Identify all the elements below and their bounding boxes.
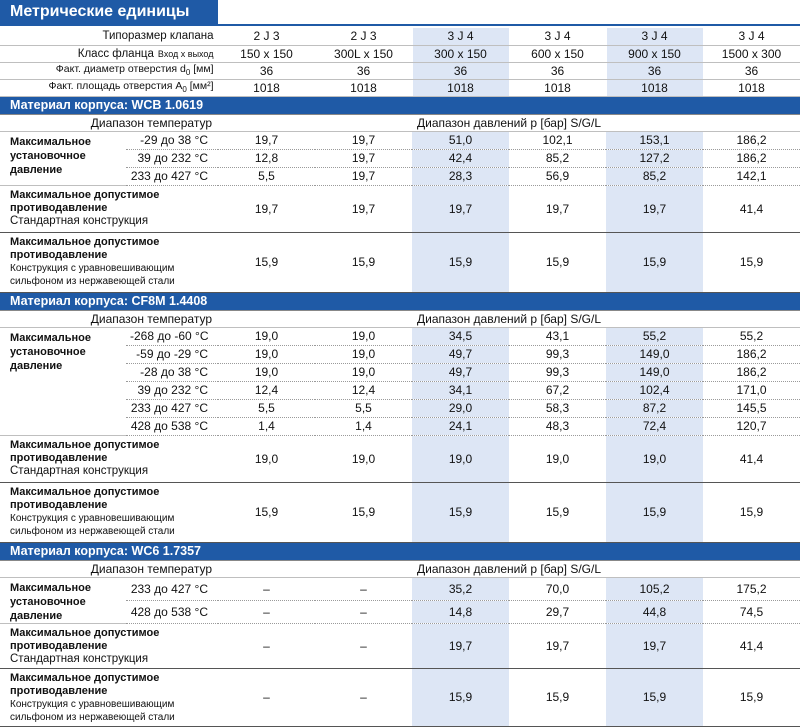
value-cell: 41,4: [703, 623, 800, 668]
header-label-unit: [мм²]: [186, 80, 214, 93]
value-cell: 120,7: [703, 417, 800, 435]
backpressure-bellows-label: [0, 668, 218, 726]
temperature-range: 233 до 427 °C: [126, 399, 218, 417]
value-cell: 36: [703, 62, 800, 79]
value-cell: 72,4: [606, 417, 703, 435]
backpressure-bellows-label: [0, 482, 218, 542]
value-cell: 15,9: [703, 482, 800, 542]
value-cell: 171,0: [703, 381, 800, 399]
temperature-range: -268 до -60 °C: [126, 327, 218, 345]
temp-range-label: Диапазон температур: [0, 114, 218, 131]
value-cell: 12,4: [218, 381, 315, 399]
specs-table-body: [0, 28, 800, 726]
section-title: Материал корпуса: CF8M 1.4408: [0, 292, 800, 310]
title-underline: [0, 24, 800, 26]
header-label: [0, 45, 218, 62]
value-cell: 74,5: [703, 600, 800, 623]
value-cell: 19,0: [315, 327, 412, 345]
value-cell: 300L x 150: [315, 45, 412, 62]
value-cell: 3 J 4: [606, 28, 703, 45]
header-label: Типоразмер клапана: [0, 28, 218, 45]
header-row: [0, 45, 800, 62]
temperature-range: -28 до 38 °C: [126, 363, 218, 381]
value-cell: –: [315, 623, 412, 668]
value-cell: 1500 x 300: [703, 45, 800, 62]
page-title: Метрические единицы: [0, 0, 218, 24]
value-cell: 19,0: [315, 363, 412, 381]
value-cell: 19,7: [315, 131, 412, 149]
value-cell: 36: [218, 62, 315, 79]
value-cell: 105,2: [606, 577, 703, 600]
value-cell: 5,5: [315, 399, 412, 417]
value-cell: 19,0: [218, 345, 315, 363]
backpressure-standard-label: [0, 435, 218, 482]
value-cell: 1,4: [315, 417, 412, 435]
header-label-main: Факт. диаметр отверстия d: [55, 63, 186, 76]
section-header-row: [0, 292, 800, 310]
value-cell: 15,9: [606, 668, 703, 726]
value-cell: 1018: [509, 79, 606, 96]
value-cell: 19,7: [606, 185, 703, 232]
value-cell: 19,7: [509, 623, 606, 668]
value-cell: 35,2: [412, 577, 509, 600]
value-cell: 29,7: [509, 600, 606, 623]
pressure-row: [0, 327, 800, 345]
value-cell: 55,2: [606, 327, 703, 345]
value-cell: 3 J 4: [509, 28, 606, 45]
value-cell: 15,9: [509, 482, 606, 542]
value-cell: 1018: [315, 79, 412, 96]
value-cell: 3 J 4: [412, 28, 509, 45]
value-cell: 19,0: [606, 435, 703, 482]
backpressure-bellows-row: [0, 668, 800, 726]
pressure-row: [0, 131, 800, 149]
pressure-row: [0, 577, 800, 600]
backpressure-bellows-label: [0, 232, 218, 292]
pressure-range-label: Диапазон давлений p [бар] S/G/L: [218, 560, 800, 577]
pressure-range-label: Диапазон давлений p [бар] S/G/L: [218, 310, 800, 327]
value-cell: 2 J 3: [315, 28, 412, 45]
value-cell: –: [315, 577, 412, 600]
temp-range-label: Диапазон температур: [0, 310, 218, 327]
value-cell: 42,4: [412, 149, 509, 167]
value-cell: 15,9: [218, 232, 315, 292]
backpressure-standard-row: [0, 185, 800, 232]
value-cell: 1018: [218, 79, 315, 96]
value-cell: 19,7: [509, 185, 606, 232]
value-cell: 44,8: [606, 600, 703, 623]
section-title: Материал корпуса: WCB 1.0619: [0, 96, 800, 114]
backpressure-standard-label: [0, 185, 218, 232]
value-cell: 900 x 150: [606, 45, 703, 62]
header-row: [0, 79, 800, 96]
range-header-row: [0, 114, 800, 131]
value-cell: 19,7: [412, 185, 509, 232]
backpressure-label-bold: Максимальное допустимое противодавление: [10, 235, 160, 261]
header-label-main: Факт. площадь отверстия A: [48, 80, 183, 93]
value-cell: 87,2: [606, 399, 703, 417]
value-cell: 19,7: [315, 149, 412, 167]
temperature-range: 428 до 538 °C: [126, 417, 218, 435]
value-cell: 149,0: [606, 345, 703, 363]
value-cell: 5,5: [218, 167, 315, 185]
value-cell: 186,2: [703, 131, 800, 149]
value-cell: 24,1: [412, 417, 509, 435]
value-cell: 19,0: [218, 363, 315, 381]
value-cell: 48,3: [509, 417, 606, 435]
header-row: [0, 28, 800, 45]
value-cell: –: [218, 600, 315, 623]
value-cell: –: [218, 577, 315, 600]
value-cell: 12,8: [218, 149, 315, 167]
value-cell: 15,9: [218, 482, 315, 542]
value-cell: 15,9: [509, 232, 606, 292]
temperature-range: -59 до -29 °C: [126, 345, 218, 363]
section-title: Материал корпуса: WC6 1.7357: [0, 542, 800, 560]
value-cell: 49,7: [412, 345, 509, 363]
value-cell: 1018: [703, 79, 800, 96]
value-cell: 49,7: [412, 363, 509, 381]
value-cell: 19,0: [218, 327, 315, 345]
header-row: [0, 62, 800, 79]
backpressure-label-bold: Максимальное допустимое противодавление: [10, 671, 160, 697]
value-cell: 186,2: [703, 149, 800, 167]
value-cell: 55,2: [703, 327, 800, 345]
temperature-range: -29 до 38 °C: [126, 131, 218, 149]
value-cell: 2 J 3: [218, 28, 315, 45]
value-cell: 15,9: [703, 232, 800, 292]
value-cell: 36: [606, 62, 703, 79]
temperature-range: 233 до 427 °C: [126, 167, 218, 185]
backpressure-bellows-row: [0, 482, 800, 542]
value-cell: 15,9: [703, 668, 800, 726]
value-cell: 300 x 150: [412, 45, 509, 62]
header-label-unit: [мм]: [190, 63, 214, 76]
value-cell: 102,1: [509, 131, 606, 149]
value-cell: 102,4: [606, 381, 703, 399]
value-cell: 15,9: [315, 232, 412, 292]
pressure-range-label: Диапазон давлений p [бар] S/G/L: [218, 114, 800, 131]
value-cell: 34,5: [412, 327, 509, 345]
value-cell: 51,0: [412, 131, 509, 149]
value-cell: 186,2: [703, 363, 800, 381]
value-cell: 3 J 4: [703, 28, 800, 45]
value-cell: 19,0: [412, 435, 509, 482]
range-header-row: [0, 560, 800, 577]
temperature-range: 428 до 538 °C: [126, 600, 218, 623]
value-cell: –: [315, 668, 412, 726]
value-cell: 1018: [606, 79, 703, 96]
value-cell: 145,5: [703, 399, 800, 417]
value-cell: –: [315, 600, 412, 623]
specs-table: [0, 28, 800, 727]
value-cell: 1,4: [218, 417, 315, 435]
value-cell: 85,2: [606, 167, 703, 185]
value-cell: 5,5: [218, 399, 315, 417]
section-header-row: [0, 542, 800, 560]
header-label: [0, 79, 218, 96]
range-header-row: [0, 310, 800, 327]
backpressure-label-normal: Конструкция с уравновешивающим сильфоном из нержавеющей стали: [10, 698, 175, 723]
value-cell: 600 x 150: [509, 45, 606, 62]
backpressure-label-normal: Конструкция с уравновешивающим сильфоном из нержавеющей стали: [10, 512, 175, 537]
value-cell: 150 x 150: [218, 45, 315, 62]
value-cell: 43,1: [509, 327, 606, 345]
max-set-pressure-label: Максимальное установочное давление: [0, 577, 126, 623]
backpressure-label-normal: Стандартная конструкция: [10, 214, 149, 227]
backpressure-label-bold: Максимальное допустимое противодавление: [10, 188, 160, 214]
value-cell: 85,2: [509, 149, 606, 167]
value-cell: 12,4: [315, 381, 412, 399]
value-cell: 19,7: [315, 167, 412, 185]
header-label-sub: 0: [185, 68, 191, 78]
value-cell: 15,9: [606, 232, 703, 292]
value-cell: 99,3: [509, 363, 606, 381]
backpressure-label-normal: Конструкция с уравновешивающим сильфоном из нержавеющей стали: [10, 262, 175, 287]
value-cell: 186,2: [703, 345, 800, 363]
value-cell: 36: [412, 62, 509, 79]
backpressure-standard-row: [0, 435, 800, 482]
value-cell: 19,7: [412, 623, 509, 668]
value-cell: 34,1: [412, 381, 509, 399]
value-cell: –: [218, 668, 315, 726]
value-cell: 28,3: [412, 167, 509, 185]
value-cell: 19,7: [315, 185, 412, 232]
backpressure-label-normal: Стандартная конструкция: [10, 464, 149, 477]
backpressure-standard-label: [0, 623, 218, 668]
temperature-range: 39 до 232 °C: [126, 381, 218, 399]
value-cell: 19,0: [509, 435, 606, 482]
value-cell: 19,0: [315, 435, 412, 482]
backpressure-label-normal: Стандартная конструкция: [10, 652, 149, 665]
value-cell: 19,7: [218, 185, 315, 232]
header-label-sub: 0: [182, 85, 187, 95]
backpressure-label-bold: Максимальное допустимое противодавление: [10, 626, 160, 652]
value-cell: 15,9: [412, 668, 509, 726]
backpressure-label-bold: Максимальное допустимое противодавление: [10, 485, 160, 511]
value-cell: 15,9: [315, 482, 412, 542]
value-cell: 15,9: [606, 482, 703, 542]
backpressure-label-bold: Максимальное допустимое противодавление: [10, 438, 160, 464]
value-cell: 1018: [412, 79, 509, 96]
value-cell: 41,4: [703, 435, 800, 482]
value-cell: 142,1: [703, 167, 800, 185]
value-cell: –: [218, 623, 315, 668]
value-cell: 19,0: [218, 435, 315, 482]
value-cell: 175,2: [703, 577, 800, 600]
value-cell: 41,4: [703, 185, 800, 232]
value-cell: 70,0: [509, 577, 606, 600]
temperature-range: 39 до 232 °C: [126, 149, 218, 167]
temperature-range: 233 до 427 °C: [126, 577, 218, 600]
value-cell: 15,9: [412, 232, 509, 292]
header-label-sub: Вход x выход: [157, 48, 214, 59]
max-set-pressure-label: Максимальное установочное давление: [0, 327, 126, 435]
header-label: [0, 62, 218, 79]
backpressure-bellows-row: [0, 232, 800, 292]
max-set-pressure-label: Максимальное установочное давление: [0, 131, 126, 185]
value-cell: 58,3: [509, 399, 606, 417]
value-cell: 15,9: [412, 482, 509, 542]
value-cell: 56,9: [509, 167, 606, 185]
value-cell: 19,0: [315, 345, 412, 363]
temp-range-label: Диапазон температур: [0, 560, 218, 577]
value-cell: 67,2: [509, 381, 606, 399]
value-cell: 14,8: [412, 600, 509, 623]
backpressure-standard-row: [0, 623, 800, 668]
header-label-main: Класс фланца: [77, 47, 154, 60]
value-cell: 29,0: [412, 399, 509, 417]
value-cell: 36: [509, 62, 606, 79]
section-header-row: [0, 96, 800, 114]
value-cell: 15,9: [509, 668, 606, 726]
value-cell: 36: [315, 62, 412, 79]
value-cell: 19,7: [218, 131, 315, 149]
value-cell: 99,3: [509, 345, 606, 363]
value-cell: 149,0: [606, 363, 703, 381]
value-cell: 127,2: [606, 149, 703, 167]
value-cell: 19,7: [606, 623, 703, 668]
value-cell: 153,1: [606, 131, 703, 149]
